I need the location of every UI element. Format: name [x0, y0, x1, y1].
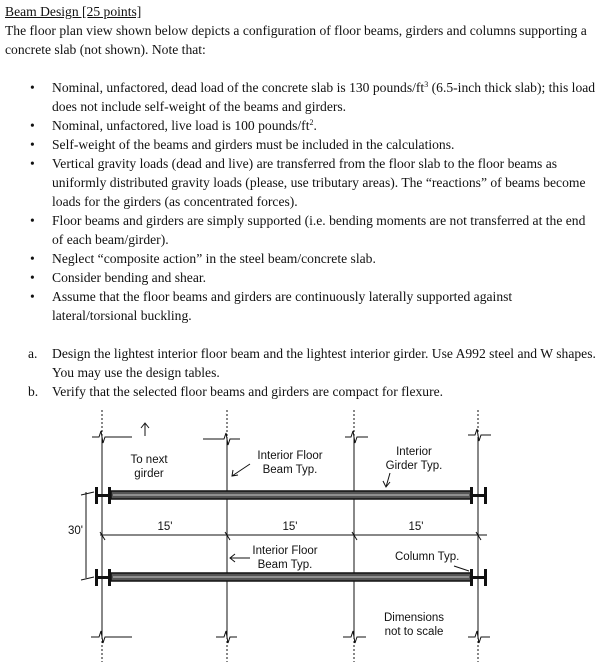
list-item: • Self-weight of the beams and girders must be included in the calculations. — [30, 137, 455, 152]
bullet-icon: • — [30, 270, 35, 285]
svg-text:Beam Typ.: Beam Typ. — [262, 464, 318, 476]
list-item: • Nominal, unfactored, live load is 100 pounds/$ft^2$. — [30, 118, 317, 133]
left-arrow-icon — [230, 554, 250, 562]
list-item: • Assume that the floor beams and girders are continuously laterally supported against lateral/torsional buckling. — [30, 289, 513, 323]
bullet-icon: • — [30, 137, 35, 152]
intro-paragraph: The floor plan view shown below depicts a configuration of floor beams, girders and columns supporting a concrete slab (not shown). Note that: — [5, 23, 587, 57]
dimensions-note: Dimensions — [383, 612, 445, 624]
span-dimension: 30' — [68, 525, 83, 537]
svg-text:Beam Typ.: Beam Typ. — [257, 559, 313, 571]
task-label: a. — [28, 346, 38, 361]
bullet-icon: • — [30, 289, 35, 304]
task-item: b. Verify that the selected floor beams and girders are compact for flexure. — [28, 384, 444, 399]
arrow-icon — [232, 464, 250, 476]
bullet-icon: • — [30, 80, 35, 95]
list-item: • Vertical gravity loads (dead and live) are transferred from the floor slab to the floor beams as uniformly distributed gravity loads (please, use tributary areas). The “reactions” of beams become loads for the girders (as concentrated forces). — [30, 156, 586, 209]
label-to-next-girder: To next — [130, 454, 168, 466]
label-interior-girder: Interior — [396, 446, 432, 458]
girder-bottom — [111, 573, 471, 581]
list-item: • Nominal, unfactored, dead load of the concrete slab is 130 pounds/$ft^3$ (6.5-inch thick slab); this load does not include self-weight of the beams and girders. — [30, 80, 596, 114]
label-column: Column Typ. — [395, 551, 460, 563]
columns — [95, 487, 487, 586]
svg-text:Girder Typ.: Girder Typ. — [385, 460, 443, 472]
bay-dimension: 15' — [157, 521, 173, 533]
list-item: • Consider bending and shear. — [30, 270, 207, 285]
bullet-icon: • — [30, 213, 35, 228]
svg-text:girder: girder — [134, 468, 164, 480]
bullet-icon: • — [30, 118, 35, 133]
bay-dimension: 15' — [408, 521, 424, 533]
bay-dimension: 15' — [282, 521, 298, 533]
task-label: b. — [28, 384, 39, 399]
bullet-icon: • — [30, 156, 35, 171]
task-item: a. Design the lightest interior floor beam and the lightest interior girder. Use A992 steel and W shapes. You may use the design tables. — [28, 346, 596, 380]
list-item: • Neglect “composite action” in the steel beam/concrete slab. — [30, 251, 376, 266]
list-item: • Floor beams and girders are simply supported (i.e. bending moments are not transferred at the end of each beam/girder). — [30, 213, 586, 247]
bullet-icon: • — [30, 251, 35, 266]
arrow-icon — [383, 473, 390, 487]
label-interior-floor-beam: Interior Floor — [257, 450, 323, 462]
up-arrow-icon — [141, 423, 149, 436]
section-title: Beam Design [25 points] — [5, 4, 142, 19]
girder-top — [111, 491, 471, 499]
svg-text:not to scale: not to scale — [384, 626, 444, 638]
arrow-icon — [454, 566, 469, 571]
label-interior-floor-beam-mid: Interior Floor — [252, 545, 318, 557]
